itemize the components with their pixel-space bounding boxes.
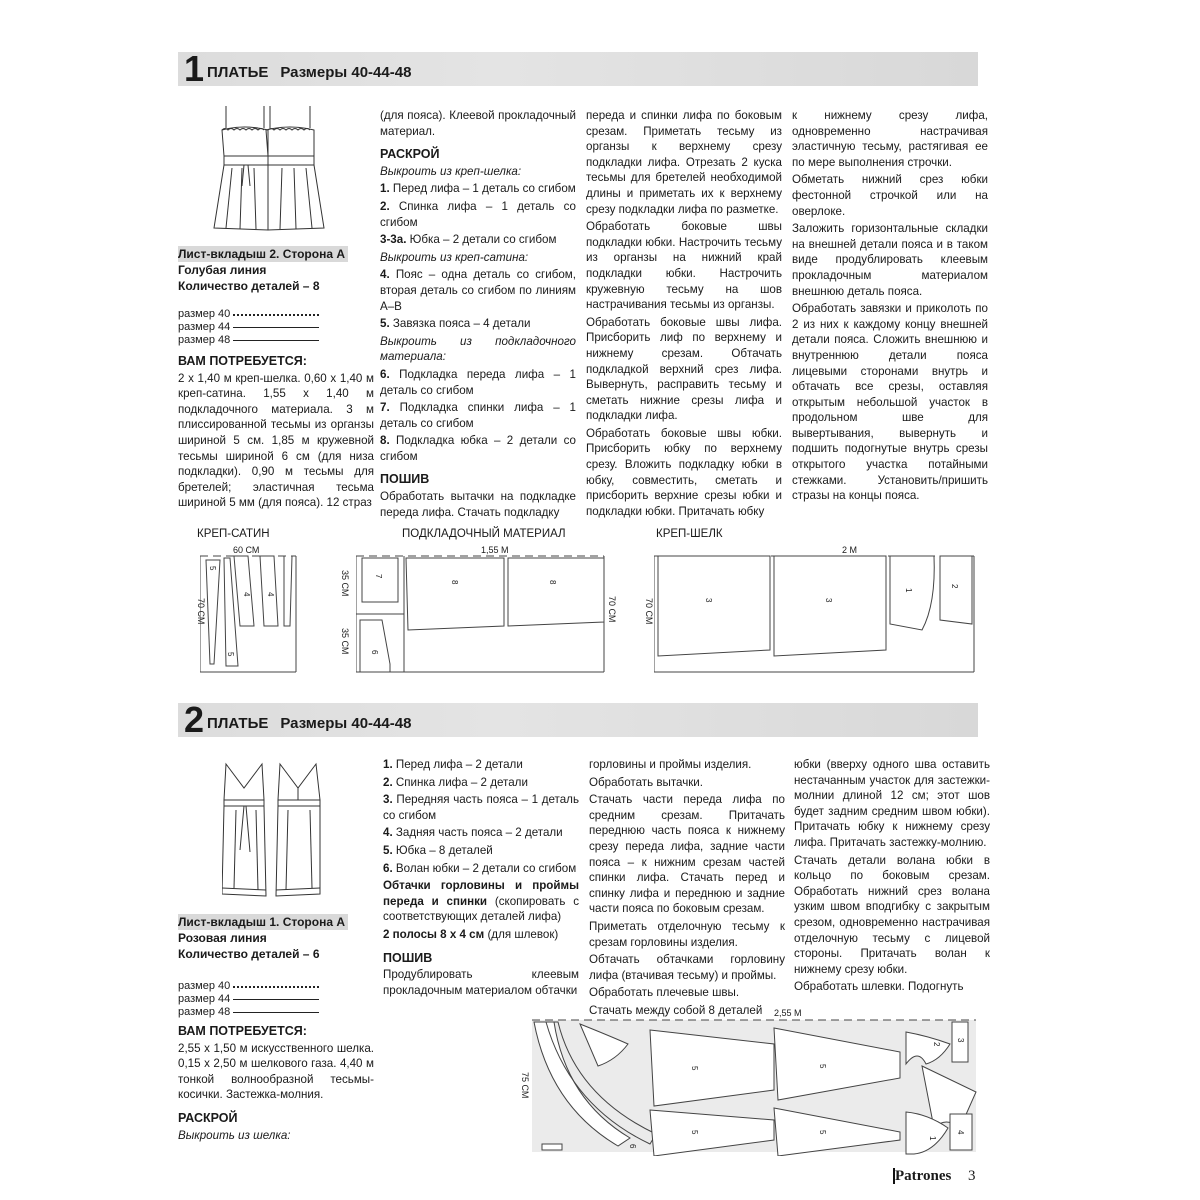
- legend-size-40: размер 40: [178, 308, 231, 320]
- pattern-line-color: Розовая линия: [178, 931, 267, 945]
- item-number: 8.: [380, 434, 390, 448]
- section-2-header: [178, 699, 978, 740]
- materials-text: 2 х 1,40 м креп-шелка. 0,60 х 1,40 м креп-сатина. 1,55 х 1,40 м подкладочного материала. 3 м плиссированной тесьмы из органзы шириной 5 см. 1,85 м кружевной тесьмы шириной 6 см (для низа подкладки). 0,90 м тесьмы для бретелей; эластичная тесьма шириной 5 мм (для пояса). 12 страз: [178, 371, 374, 510]
- item-text: Подкладка спинки лифа – 1 деталь со сгибом: [380, 401, 576, 430]
- item-number: 6.: [383, 861, 393, 875]
- layout-height: 70 СМ: [196, 598, 206, 625]
- layout-height: 70 СМ: [644, 598, 654, 625]
- cutting-item: [383, 775, 579, 791]
- section-2-column-3: [589, 757, 785, 1021]
- svg-text:7: 7: [374, 574, 383, 579]
- item-number: 2.: [383, 775, 393, 789]
- pattern-sheet-label: Лист-вкладыш 2. Сторона А: [178, 246, 348, 262]
- svg-text:6: 6: [370, 650, 379, 655]
- item-text: Пояс – одна деталь со сгибом, вторая деталь со сгибом по линиям А–В: [380, 268, 576, 313]
- materials-heading: ВАМ ПОТРЕБУЕТСЯ:: [178, 354, 307, 368]
- layout-title-crepe-satin: КРЕП-САТИН: [197, 528, 270, 540]
- section-1-header: [178, 48, 978, 89]
- svg-text:1: 1: [928, 1136, 937, 1141]
- item-number: 3.: [383, 793, 393, 807]
- pattern-line-color: Голубая линия: [178, 263, 267, 277]
- parts-count: Количество деталей – 6: [178, 947, 320, 961]
- section-2-meta: [178, 914, 378, 962]
- sewing-paragraph: юбки (вверху одного шва оставить нестачанным участок для застежки-молнии длиной 12 см; этот шов будет задним средним швом юбки). Притачать юбку к нижнему срезу лифа. Притачать застежку-молнию.: [794, 758, 990, 849]
- svg-text:2: 2: [950, 584, 959, 589]
- sewing-paragraph: Обработать плечевые швы.: [589, 986, 740, 1000]
- layout-height: 75 СМ: [520, 1072, 530, 1099]
- sewing-paragraph: Обработать боковые швы лифа. Присборить лиф по верхнему и нижнему срезам. Обтачать подкладкой верхний срез лифа. Вывернуть, расправить тесьму и сметать нижние срезы лифа и подкладки лифа.: [586, 315, 782, 423]
- item-number: 7.: [380, 401, 390, 415]
- svg-text:2: 2: [932, 1042, 941, 1047]
- section-number: 2: [184, 699, 204, 740]
- cutting-item: [380, 267, 576, 314]
- materials-text-continued: (для пояса). Клеевой прокладочный материал.: [380, 109, 576, 138]
- svg-text:4: 4: [956, 1130, 965, 1135]
- sewing-text: Продублировать клеевым прокладочным материалом обтачки: [383, 968, 579, 997]
- cutting-layout-crepe-silk-icon: [654, 554, 980, 676]
- layout-height-right: 70 СМ: [607, 596, 617, 623]
- section-2-column-1: [178, 1024, 374, 1145]
- layout-height-bottom: 35 СМ: [340, 628, 350, 655]
- section-1-meta: [178, 246, 378, 294]
- dash-dot-line-icon: [233, 327, 319, 328]
- cutting-item: [380, 367, 576, 398]
- cutting-layout-silk-icon: [530, 1016, 978, 1156]
- pattern-sheet-label: Лист-вкладыш 1. Сторона А: [178, 914, 348, 930]
- facings-bold: Обтачки горловины и проймы переда и спинки: [383, 879, 579, 908]
- cutting-item: [380, 232, 576, 248]
- cutting-layout-lining-icon: [356, 554, 608, 676]
- sewing-heading: ПОШИВ: [380, 472, 430, 487]
- sewing-paragraph: Приметать отделочную тесьму к срезам горловины изделия.: [589, 919, 785, 949]
- sewing-paragraph: Обработать вытачки.: [589, 775, 704, 789]
- dress-2-sketch-icon: [222, 760, 322, 902]
- sewing-paragraph: Обработать шлевки. Подогнуть: [794, 980, 964, 994]
- legend-size-44: размер 44: [178, 993, 231, 1005]
- page-number: 3: [968, 1168, 976, 1184]
- sewing-paragraph: Обработать боковые швы юбки. Присборить юбку по верхнему срезу. Вложить подкладку юбки в юбку, совместить, сметать и присборить верхние срезы юбки и подкладки юбки. Притачать юбку: [586, 426, 782, 518]
- item-number: 5.: [380, 317, 390, 331]
- svg-text:6: 6: [628, 1144, 637, 1149]
- section-kind: ПЛАТЬЕ: [207, 63, 269, 81]
- cutting-item: [383, 792, 579, 823]
- cutting-item: [380, 199, 576, 230]
- svg-text:5: 5: [818, 1130, 827, 1135]
- svg-text:8: 8: [450, 580, 459, 585]
- size-legend-2: [178, 980, 378, 1019]
- legend-size-40: размер 40: [178, 980, 231, 992]
- cutting-item: [383, 825, 579, 841]
- svg-text:3: 3: [704, 598, 713, 603]
- item-text: Подкладка переда лифа – 1 деталь со сгибом: [380, 367, 576, 397]
- solid-line-icon: [233, 340, 319, 341]
- section-sizes: Размеры 40-44-48: [280, 63, 412, 81]
- section-1-column-1: [178, 354, 374, 513]
- cutting-item: [383, 843, 579, 859]
- svg-text:4: 4: [242, 592, 251, 597]
- item-text: Перед лифа – 1 деталь со сгибом: [392, 182, 576, 196]
- dotted-line-icon: [233, 986, 319, 988]
- layout-width: 60 СМ: [233, 545, 260, 555]
- svg-text:8: 8: [548, 580, 557, 585]
- item-text: Задняя часть пояса – 2 детали: [395, 826, 563, 840]
- facings-item: [383, 878, 579, 925]
- sewing-paragraph: Обтачать обтачками горловину лифа (втачивая тесьму) и проймы.: [589, 953, 785, 982]
- svg-text:5: 5: [208, 566, 217, 571]
- cutting-group-label: Выкроить из шелка:: [178, 1128, 291, 1142]
- item-number: 2.: [380, 199, 390, 213]
- svg-text:5: 5: [690, 1130, 699, 1135]
- dress-1-sketch-icon: [212, 104, 332, 234]
- item-text: Юбка – 2 детали со сгибом: [409, 233, 557, 247]
- sewing-paragraph: к нижнему срезу лифа, одновременно настрачивая эластичную тесьму, растягивая ее по мере выполнения строчки.: [792, 109, 988, 169]
- item-text: Завязка пояса – 4 детали: [392, 317, 531, 331]
- legend-size-48: размер 48: [178, 334, 231, 346]
- section-2-column-2: [383, 757, 579, 1000]
- legend-size-48: размер 48: [178, 1006, 231, 1018]
- parts-count: Количество деталей – 8: [178, 279, 320, 293]
- item-text: Передняя часть пояса – 1 деталь со сгибом: [383, 793, 579, 822]
- item-number: 5.: [383, 843, 393, 857]
- cutting-group-label: Выкроить из креп-сатина:: [380, 250, 529, 264]
- svg-text:3: 3: [956, 1038, 965, 1043]
- cutting-item: [383, 861, 579, 877]
- cutting-group-label: Выкроить из креп-шелка:: [380, 164, 522, 178]
- sewing-paragraph: Заложить горизонтальные складки на внешней детали пояса и в таком виде продублировать клеевым прокладочным материалом внешнюю деталь пояса.: [792, 222, 988, 298]
- item-number: 1.: [380, 182, 390, 196]
- svg-text:1: 1: [904, 588, 913, 593]
- svg-text:5: 5: [690, 1066, 699, 1071]
- svg-text:4: 4: [266, 592, 275, 597]
- item-number: 6.: [380, 367, 390, 381]
- strips-text: (для шлевок): [484, 927, 559, 941]
- item-text: Спинка лифа – 2 детали: [395, 775, 528, 789]
- layout-width: 2 М: [842, 545, 858, 555]
- layout-title-lining: ПОДКЛАДОЧНЫЙ МАТЕРИАЛ: [402, 528, 566, 540]
- cutting-item: [380, 316, 576, 332]
- item-text: Волан юбки – 2 детали со сгибом: [395, 861, 577, 875]
- cutting-item: [380, 181, 576, 197]
- section-kind: ПЛАТЬЕ: [207, 714, 269, 732]
- materials-text: 2,55 х 1,50 м искусственного шелка. 0,15 х 2,50 м шелкового газа. 4,40 м тонкой волнообразной тесьмы-косички. Застежка-молния.: [178, 1041, 374, 1102]
- cutting-heading: РАСКРОЙ: [178, 1110, 238, 1125]
- item-text: Перед лифа – 2 детали: [395, 758, 523, 771]
- cutting-item: [383, 757, 579, 773]
- sewing-paragraph: горловины и проймы изделия.: [589, 758, 752, 771]
- item-number: 3-3а.: [380, 233, 407, 247]
- cutting-heading: РАСКРОЙ: [380, 147, 440, 162]
- svg-text:5: 5: [818, 1064, 827, 1069]
- sewing-paragraph: Стачать части переда лифа по средним срезам. Притачать переднюю часть пояса к нижнему срезу переда лифа, задние части пояса – к нижним срезам частей спинки лифа. Стачать перед и спинку лифа и переднюю и задние части пояса по боковым срезам.: [589, 793, 785, 916]
- section-1-column-4: [792, 108, 988, 506]
- sewing-paragraph: Обметать нижний срез юбки фестонной строчкой или на оверлоке.: [792, 173, 988, 218]
- item-text: Юбка – 8 деталей: [395, 843, 493, 857]
- layout-height-top: 35 СМ: [340, 570, 350, 597]
- sewing-paragraph: Стачать между собой 8 деталей: [589, 1003, 763, 1017]
- cutting-layout-crepe-satin-icon: [200, 554, 306, 676]
- facings-text: (скопировать с соответствующих деталей лифа): [383, 894, 579, 924]
- cutting-group-label: Выкроить из подкладочного материала:: [380, 334, 576, 364]
- section-sizes: Размеры 40-44-48: [280, 714, 412, 732]
- item-number: 4.: [383, 826, 393, 840]
- dash-dot-line-icon: [233, 999, 319, 1000]
- svg-text:5: 5: [226, 652, 235, 657]
- sewing-paragraph: переда и спинки лифа по боковым срезам. Приметать тесьму из органзы к верхнему срезу подкладки лифа. Отрезать 2 куска тесьмы для бретелей необходимой длины и приметать их к верхнему срезу подкладки лифа по разметке.: [586, 109, 782, 216]
- layout-width: 1,55 М: [481, 545, 509, 555]
- dotted-line-icon: [233, 314, 319, 316]
- sewing-paragraph: Стачать детали волана юбки в кольцо по боковым срезам. Обработать нижний срез волана узким швом вподгибку с закрытым срезом, одновременно настрачивая отделочную тесьму с лицевой стороны. Притачать волан к нижнему срезу юбки.: [794, 853, 990, 976]
- item-text: Спинка лифа – 1 деталь со сгибом: [380, 199, 576, 229]
- item-text: Подкладка юбка – 2 детали со сгибом: [380, 434, 576, 463]
- sewing-paragraph: Обработать боковые швы подкладки юбки. Настрочить тесьму из органзы на нижний край подкладки юбки. Настрочить кружевную тесьму на шов настрачивания тесьмы из органзы.: [586, 220, 782, 312]
- sewing-text: Обработать вытачки на подкладке переда лифа. Стачать подкладку: [380, 490, 576, 519]
- size-legend-1: [178, 308, 378, 347]
- svg-text:3: 3: [824, 598, 833, 603]
- materials-heading: ВАМ ПОТРЕБУЕТСЯ:: [178, 1024, 307, 1038]
- publisher-logo: [893, 1168, 951, 1185]
- sewing-paragraph: Обработать завязки и приколоть по 2 из них к каждому концу внешней детали пояса. Сложить внешнюю и внутреннюю детали пояса лицевыми сторонами внутрь и обтачать все срезы, оставляя открытым небольшой участок в продольном шве для вывертывания, вывернуть и подшить подогнутые внутрь срезы открытого участка потайными стежками. Установить/пришить стразы на концы пояса.: [792, 302, 988, 503]
- section-2-column-4: [794, 757, 990, 997]
- strips-item: [383, 927, 579, 943]
- solid-line-icon: [233, 1012, 319, 1013]
- section-1-column-3: [586, 108, 782, 521]
- section-1-column-2: [380, 108, 576, 522]
- layout-title-crepe-silk: КРЕП-ШЕЛК: [656, 528, 723, 540]
- legend-size-44: размер 44: [178, 321, 231, 333]
- cutting-item: [380, 400, 576, 431]
- section-number: 1: [184, 48, 204, 89]
- item-number: 4.: [380, 268, 390, 282]
- logo-text: Patrones: [895, 1168, 952, 1184]
- cutting-item: [380, 433, 576, 464]
- item-number: 1.: [383, 758, 393, 771]
- layout-width: 2,55 М: [774, 1008, 802, 1018]
- sewing-heading: ПОШИВ: [383, 950, 433, 965]
- strips-bold: 2 полосы 8 х 4 см: [383, 927, 485, 941]
